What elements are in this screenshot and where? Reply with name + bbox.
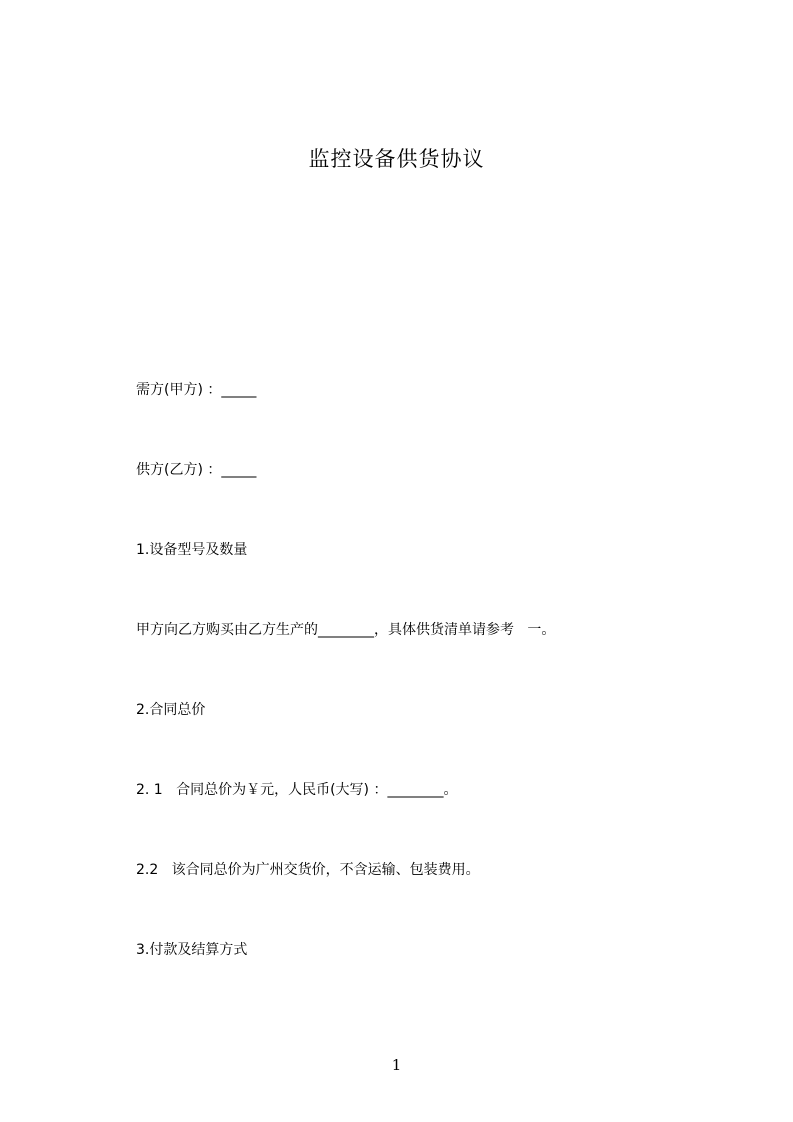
clause-2-2: 2.2 该合同总价为广州交货价，不含运输、包装费用。 — [136, 862, 480, 878]
document-title: 监控设备供货协议 — [308, 147, 485, 171]
section-1-heading: 1.设备型号及数量 — [136, 542, 248, 558]
page-number: 1 — [391, 1056, 402, 1074]
section-3-heading: 3.付款及结算方式 — [136, 942, 248, 958]
party-a-line: 需方(甲方) ：_____ — [136, 382, 257, 398]
section-1-text: 甲方向乙方购买由乙方生产的________，具体供货清单请参考 一。 — [136, 622, 556, 638]
party-b-line: 供方(乙方) ：_____ — [136, 462, 257, 478]
section-2-heading: 2.合同总价 — [136, 702, 206, 718]
clause-2-1: 2. 1 合同总价为￥元，人民币(大写) ：________。 — [136, 782, 458, 798]
